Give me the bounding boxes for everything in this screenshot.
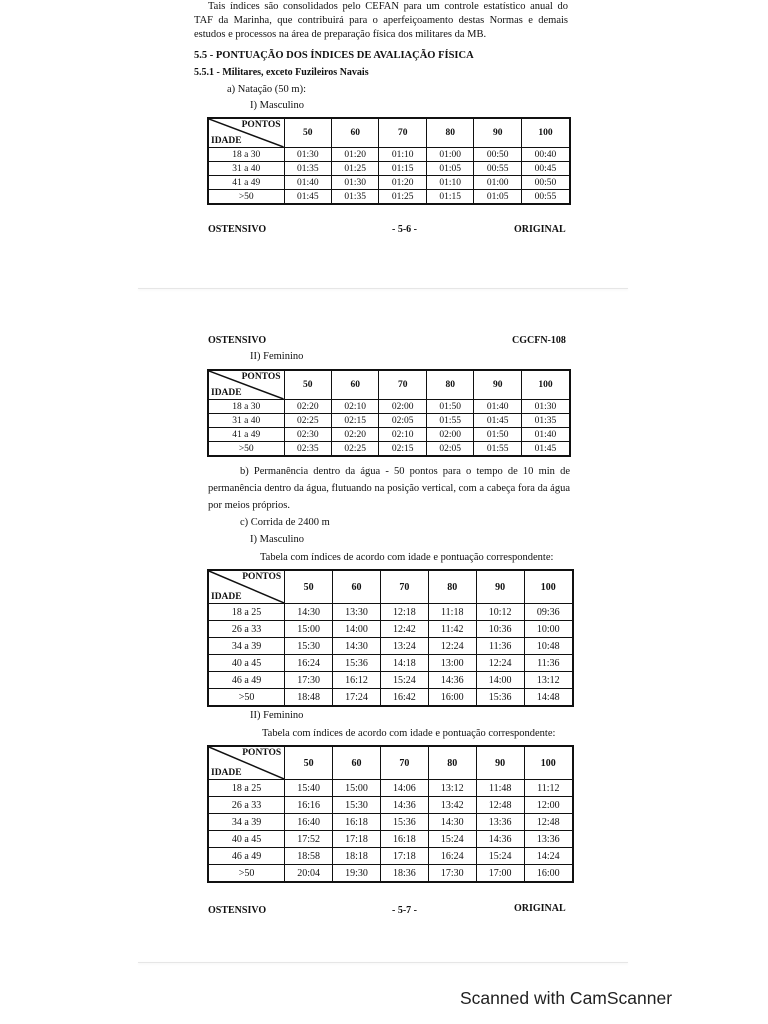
- time-cell: 01:40: [474, 400, 521, 414]
- time-cell: 01:35: [332, 190, 379, 205]
- run-female-label: II) Feminino: [250, 710, 304, 721]
- scanner-watermark: Scanned with CamScanner: [460, 988, 673, 1008]
- time-cell: 01:05: [474, 190, 521, 205]
- page2-footer-right: ORIGINAL: [514, 903, 566, 914]
- table-row: [208, 414, 570, 428]
- time-cell: 01:40: [521, 428, 570, 442]
- page-bottom-separator: [138, 962, 628, 963]
- time-cell: 12:24: [428, 638, 476, 655]
- time-cell: 17:30: [285, 672, 333, 689]
- run-female-caption: Tabela com índices de acordo com idade e pontuação correspondente:: [262, 728, 556, 739]
- time-cell: 02:10: [379, 428, 426, 442]
- section-heading: 5.5 - PONTUAÇÃO DOS ÍNDICES DE AVALIAÇÃO FÍSICA: [194, 50, 474, 61]
- swim-female-label: II) Feminino: [250, 351, 304, 362]
- page1-intro: [194, 0, 568, 42]
- time-cell: 02:30: [284, 428, 331, 442]
- age-range-cell: 41 a 49: [208, 176, 284, 190]
- time-cell: 01:50: [474, 428, 521, 442]
- table-row: [208, 621, 573, 638]
- age-range-cell: 34 a 39: [208, 814, 285, 831]
- age-range-cell: 31 a 40: [208, 162, 284, 176]
- item-b-text: [208, 465, 570, 513]
- age-range-cell: 34 a 39: [208, 638, 285, 655]
- item-b-line-2: permanência dentro da água, flutuando na posição vertical, com a cabeça fora da água: [208, 483, 570, 494]
- time-cell: 02:05: [426, 442, 473, 457]
- time-cell: 13:12: [428, 780, 476, 797]
- time-cell: 16:42: [380, 689, 428, 707]
- time-cell: 16:12: [333, 672, 381, 689]
- table-row: [208, 638, 573, 655]
- time-cell: 01:15: [379, 162, 426, 176]
- time-cell: 14:36: [380, 797, 428, 814]
- age-range-cell: 18 a 30: [208, 400, 284, 414]
- time-cell: 01:30: [332, 176, 379, 190]
- score-header: 70: [379, 118, 426, 148]
- corner-header-cell: [208, 746, 285, 780]
- corner-header-cell: [208, 570, 285, 604]
- time-cell: 15:36: [476, 689, 524, 707]
- idade-header: IDADE: [211, 136, 242, 146]
- time-cell: 01:10: [379, 148, 426, 162]
- pontos-header: PONTOS: [242, 748, 282, 758]
- age-range-cell: 46 a 49: [208, 848, 285, 865]
- item-a-swimming: a) Natação (50 m):: [227, 84, 307, 95]
- score-header: 90: [474, 370, 521, 400]
- time-cell: 00:50: [521, 176, 570, 190]
- time-cell: 01:00: [426, 148, 473, 162]
- time-cell: 00:45: [521, 162, 570, 176]
- time-cell: 12:42: [380, 621, 428, 638]
- time-cell: 16:40: [285, 814, 333, 831]
- time-cell: 14:18: [380, 655, 428, 672]
- time-cell: 14:36: [476, 831, 524, 848]
- time-cell: 17:30: [428, 865, 476, 883]
- time-cell: 13:42: [428, 797, 476, 814]
- time-cell: 02:00: [379, 400, 426, 414]
- score-header: 50: [284, 370, 331, 400]
- time-cell: 15:40: [285, 780, 333, 797]
- time-cell: 18:36: [380, 865, 428, 883]
- item-b-line-1: b) Permanência dentro da água - 50 pontos para o tempo de 10 min de: [240, 466, 570, 477]
- time-cell: 15:30: [333, 797, 381, 814]
- page2-footer-left: OSTENSIVO: [208, 905, 267, 916]
- age-range-cell: 46 a 49: [208, 672, 285, 689]
- time-cell: 13:36: [524, 831, 573, 848]
- age-range-cell: >50: [208, 689, 285, 707]
- pontos-header: PONTOS: [242, 572, 282, 582]
- time-cell: 17:18: [380, 848, 428, 865]
- time-cell: 01:20: [379, 176, 426, 190]
- time-cell: 15:36: [380, 814, 428, 831]
- item-c-running: c) Corrida de 2400 m: [240, 517, 330, 528]
- time-cell: 02:15: [332, 414, 379, 428]
- table-row: [208, 797, 573, 814]
- corner-header-cell: [208, 370, 284, 400]
- page1-footer-left: OSTENSIVO: [208, 224, 267, 235]
- time-cell: 11:36: [476, 638, 524, 655]
- item-b-line-3: por meios próprios.: [208, 500, 290, 511]
- score-header: 80: [426, 118, 473, 148]
- score-header: 80: [426, 370, 473, 400]
- time-cell: 12:18: [380, 604, 428, 621]
- pontos-header: PONTOS: [241, 372, 281, 382]
- table-row: [208, 442, 570, 457]
- age-range-cell: 26 a 33: [208, 621, 285, 638]
- score-header: 80: [428, 570, 476, 604]
- age-range-cell: >50: [208, 865, 285, 883]
- time-cell: 01:25: [332, 162, 379, 176]
- time-cell: 09:36: [524, 604, 573, 621]
- table-row: [208, 655, 573, 672]
- intro-line-1: Tais índices são consolidados pelo CEFAN para um controle estatístico anual do: [208, 1, 568, 12]
- score-header: 80: [428, 746, 476, 780]
- time-cell: 01:45: [474, 414, 521, 428]
- table-row: [208, 689, 573, 707]
- run-female-table: [207, 745, 574, 883]
- time-cell: 11:36: [524, 655, 573, 672]
- time-cell: 18:58: [285, 848, 333, 865]
- time-cell: 14:48: [524, 689, 573, 707]
- corner-header-cell: [208, 118, 284, 148]
- time-cell: 14:24: [524, 848, 573, 865]
- page1-footer-center: - 5-6 -: [392, 224, 417, 235]
- table-row: [208, 865, 573, 883]
- age-range-cell: 40 a 45: [208, 655, 285, 672]
- age-range-cell: 26 a 33: [208, 797, 285, 814]
- time-cell: 17:18: [333, 831, 381, 848]
- time-cell: 13:00: [428, 655, 476, 672]
- score-header: 60: [333, 746, 381, 780]
- time-cell: 17:00: [476, 865, 524, 883]
- time-cell: 01:35: [284, 162, 331, 176]
- time-cell: 16:18: [333, 814, 381, 831]
- time-cell: 13:30: [333, 604, 381, 621]
- time-cell: 01:30: [521, 400, 570, 414]
- page1-footer-right: ORIGINAL: [514, 224, 566, 235]
- table-row: [208, 148, 570, 162]
- time-cell: 10:48: [524, 638, 573, 655]
- time-cell: 01:05: [426, 162, 473, 176]
- time-cell: 17:24: [333, 689, 381, 707]
- idade-header: IDADE: [211, 388, 242, 398]
- score-header: 90: [476, 570, 524, 604]
- time-cell: 01:35: [521, 414, 570, 428]
- table-row: [208, 190, 570, 205]
- time-cell: 00:55: [521, 190, 570, 205]
- time-cell: 16:24: [428, 848, 476, 865]
- idade-header: IDADE: [211, 592, 242, 602]
- time-cell: 01:45: [521, 442, 570, 457]
- table-row: [208, 428, 570, 442]
- score-header: 60: [332, 118, 379, 148]
- time-cell: 02:25: [284, 414, 331, 428]
- score-header: 70: [379, 370, 426, 400]
- time-cell: 15:30: [285, 638, 333, 655]
- time-cell: 11:18: [428, 604, 476, 621]
- time-cell: 16:00: [524, 865, 573, 883]
- time-cell: 17:52: [285, 831, 333, 848]
- time-cell: 15:24: [380, 672, 428, 689]
- time-cell: 02:20: [284, 400, 331, 414]
- pontos-header: PONTOS: [241, 120, 281, 130]
- age-range-cell: 18 a 30: [208, 148, 284, 162]
- table-row: [208, 400, 570, 414]
- time-cell: 02:05: [379, 414, 426, 428]
- table-row: [208, 814, 573, 831]
- time-cell: 01:20: [332, 148, 379, 162]
- time-cell: 16:24: [285, 655, 333, 672]
- time-cell: 02:10: [332, 400, 379, 414]
- score-header: 50: [284, 118, 331, 148]
- time-cell: 16:18: [380, 831, 428, 848]
- time-cell: 00:40: [521, 148, 570, 162]
- subsection-heading: 5.5.1 - Militares, exceto Fuzileiros Navais: [194, 67, 369, 78]
- swim-female-table: [207, 369, 571, 457]
- page2-footer-center: - 5-7 -: [392, 905, 417, 916]
- time-cell: 14:30: [285, 604, 333, 621]
- time-cell: 12:00: [524, 797, 573, 814]
- time-cell: 18:18: [333, 848, 381, 865]
- run-male-label: I) Masculino: [250, 534, 304, 545]
- score-header: 90: [476, 746, 524, 780]
- score-header: 60: [332, 370, 379, 400]
- time-cell: 11:42: [428, 621, 476, 638]
- score-header: 100: [524, 570, 573, 604]
- time-cell: 10:36: [476, 621, 524, 638]
- time-cell: 13:12: [524, 672, 573, 689]
- time-cell: 16:00: [428, 689, 476, 707]
- run-male-caption: Tabela com índices de acordo com idade e pontuação correspondente:: [260, 552, 554, 563]
- time-cell: 15:24: [476, 848, 524, 865]
- time-cell: 14:36: [428, 672, 476, 689]
- time-cell: 12:48: [476, 797, 524, 814]
- intro-line-3: estudos e processos na área de preparação física dos militares da MB.: [194, 29, 487, 40]
- time-cell: 13:24: [380, 638, 428, 655]
- table-row: [208, 780, 573, 797]
- time-cell: 18:48: [285, 689, 333, 707]
- time-cell: 20:04: [285, 865, 333, 883]
- score-header: 50: [285, 570, 333, 604]
- time-cell: 11:48: [476, 780, 524, 797]
- score-header: 70: [380, 570, 428, 604]
- time-cell: 02:25: [332, 442, 379, 457]
- time-cell: 10:00: [524, 621, 573, 638]
- time-cell: 02:20: [332, 428, 379, 442]
- time-cell: 14:06: [380, 780, 428, 797]
- score-header: 100: [524, 746, 573, 780]
- score-header: 100: [521, 118, 570, 148]
- time-cell: 13:36: [476, 814, 524, 831]
- time-cell: 00:55: [474, 162, 521, 176]
- score-header: 70: [380, 746, 428, 780]
- time-cell: 01:25: [379, 190, 426, 205]
- table-row: [208, 848, 573, 865]
- time-cell: 15:00: [285, 621, 333, 638]
- age-range-cell: 41 a 49: [208, 428, 284, 442]
- time-cell: 15:36: [333, 655, 381, 672]
- time-cell: 15:00: [333, 780, 381, 797]
- score-header: 50: [285, 746, 333, 780]
- time-cell: 14:30: [428, 814, 476, 831]
- table-row: [208, 162, 570, 176]
- time-cell: 01:30: [284, 148, 331, 162]
- time-cell: 14:00: [476, 672, 524, 689]
- time-cell: 01:55: [474, 442, 521, 457]
- intro-line-2: TAF da Marinha, que contribuirá para o aperfeiçoamento destas Normas e demais: [194, 15, 568, 26]
- time-cell: 11:12: [524, 780, 573, 797]
- age-range-cell: 31 a 40: [208, 414, 284, 428]
- time-cell: 01:50: [426, 400, 473, 414]
- time-cell: 01:40: [284, 176, 331, 190]
- time-cell: 14:30: [333, 638, 381, 655]
- time-cell: 14:00: [333, 621, 381, 638]
- time-cell: 02:15: [379, 442, 426, 457]
- page-separator: [138, 288, 628, 289]
- time-cell: 19:30: [333, 865, 381, 883]
- table-row: [208, 831, 573, 848]
- time-cell: 01:00: [474, 176, 521, 190]
- score-header: 100: [521, 370, 570, 400]
- score-header: 90: [474, 118, 521, 148]
- table-row: [208, 604, 573, 621]
- table-row: [208, 672, 573, 689]
- time-cell: 02:00: [426, 428, 473, 442]
- age-range-cell: 40 a 45: [208, 831, 285, 848]
- time-cell: 01:55: [426, 414, 473, 428]
- time-cell: 01:10: [426, 176, 473, 190]
- page2-header-right: CGCFN-108: [512, 335, 566, 346]
- age-range-cell: >50: [208, 190, 284, 205]
- time-cell: 01:45: [284, 190, 331, 205]
- time-cell: 00:50: [474, 148, 521, 162]
- run-male-table: [207, 569, 574, 707]
- time-cell: 16:16: [285, 797, 333, 814]
- swim-male-label: I) Masculino: [250, 100, 304, 111]
- time-cell: 02:35: [284, 442, 331, 457]
- age-range-cell: >50: [208, 442, 284, 457]
- time-cell: 15:24: [428, 831, 476, 848]
- idade-header: IDADE: [211, 768, 242, 778]
- swim-male-table: [207, 117, 571, 205]
- age-range-cell: 18 a 25: [208, 780, 285, 797]
- time-cell: 01:15: [426, 190, 473, 205]
- age-range-cell: 18 a 25: [208, 604, 285, 621]
- time-cell: 12:24: [476, 655, 524, 672]
- table-row: [208, 176, 570, 190]
- time-cell: 10:12: [476, 604, 524, 621]
- score-header: 60: [333, 570, 381, 604]
- time-cell: 12:48: [524, 814, 573, 831]
- page2-header-left: OSTENSIVO: [208, 335, 267, 346]
